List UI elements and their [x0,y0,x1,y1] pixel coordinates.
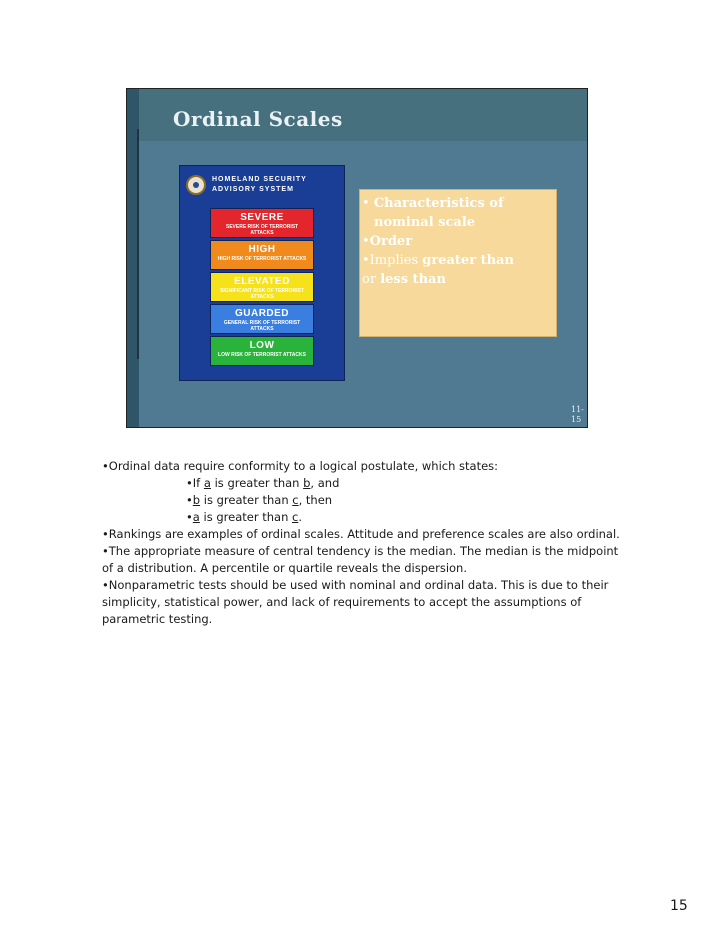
notes-paragraph: •The appropriate measure of central tendency is the median. The median is the midpoint of a distribution. A percentile or quartile reveals the dispersion. [102,544,619,575]
slide-left-strip [127,89,139,428]
advisory-level-low [210,336,314,366]
advisory-level-name: GUARDED [234,308,290,319]
bullet-emphasis: greater than [422,253,514,268]
advisory-level-desc: HIGH RISK OF TERRORIST ATTACKS [217,256,307,262]
notes-text: is greater than [199,510,293,524]
bullet-marker: • [362,196,374,211]
notes-text: •If [186,476,204,490]
advisory-level-desc: LOW RISK OF TERRORIST ATTACKS [218,352,306,358]
bullet-text: Implies [369,253,423,268]
advisory-level-name: ELEVATED [234,276,290,287]
bullet-text: Characteristics of [373,196,504,211]
notes-text: . [298,510,302,524]
advisory-level-desc: SEVERE RISK OF TERRORIST ATTACKS [225,224,299,236]
notes-text: • [186,510,193,524]
advisory-level-name: LOW [249,340,275,351]
notes-variable: b [192,493,201,507]
bullet-marker: • [362,253,370,268]
dhs-seal-icon [186,175,206,195]
slide-image [126,88,588,428]
advisory-level-name: SEVERE [240,212,284,223]
notes-paragraph: •Ordinal data require conformity to a logical postulate, which states: [102,459,499,473]
slide-number [571,405,584,425]
notes-variable: b [303,476,311,490]
bullet-implies-line2 [362,270,552,289]
speaker-notes [102,458,632,628]
notes-variable: a [192,510,200,524]
advisory-level-guarded [210,304,314,334]
notes-postulate-3 [102,509,632,526]
advisory-title-line1: HOMELAND SECURITY [212,176,307,183]
advisory-level-elevated [210,272,314,302]
advisory-level-name: HIGH [248,244,276,255]
bullet-order [362,232,552,251]
bullet-marker: • [362,234,370,249]
notes-postulate-2 [102,492,632,509]
notes-variable: c [292,493,299,507]
bullet-characteristics-line2: nominal scale [374,215,476,230]
homeland-security-advisory-chart [179,165,345,381]
advisory-level-desc: GENERAL RISK OF TERRORIST ATTACKS [223,320,301,332]
notes-text: , and [310,476,340,490]
advisory-header [180,172,346,198]
advisory-level-high [210,240,314,270]
advisory-level-severe [210,208,314,238]
bullet-implies [362,251,552,270]
notes-variable: c [292,510,299,524]
notes-paragraph: •Rankings are examples of ordinal scales. Attitude and preference scales are also ordinal. [102,527,620,541]
bullet-text: Order [369,234,413,249]
slide-title: Ordinal Scales [173,107,343,131]
slide-number-line1: 11- [571,405,584,414]
bullet-text: or [362,272,381,287]
notes-postulate-1 [102,475,632,492]
page-number: 15 [670,898,688,914]
bullet-characteristics [362,194,552,213]
bullet-emphasis: less than [380,272,446,287]
advisory-level-desc: SIGNIFICANT RISK OF TERRORIST ATTACKS [220,288,304,300]
notes-text: is greater than [210,476,304,490]
notes-text: , then [298,493,333,507]
slide-bullet-box [359,189,557,337]
slide-number-line2: 15 [571,415,582,424]
advisory-title-line2: ADVISORY SYSTEM [212,186,294,193]
notes-variable: a [203,476,211,490]
notes-text: is greater than [200,493,293,507]
notes-text: • [186,493,193,507]
notes-paragraph: •Nonparametric tests should be used with nominal and ordinal data. This is due to their simplicity, statistical power, and lack of requirements to accept the assumptions of parametric testing. [102,578,609,626]
